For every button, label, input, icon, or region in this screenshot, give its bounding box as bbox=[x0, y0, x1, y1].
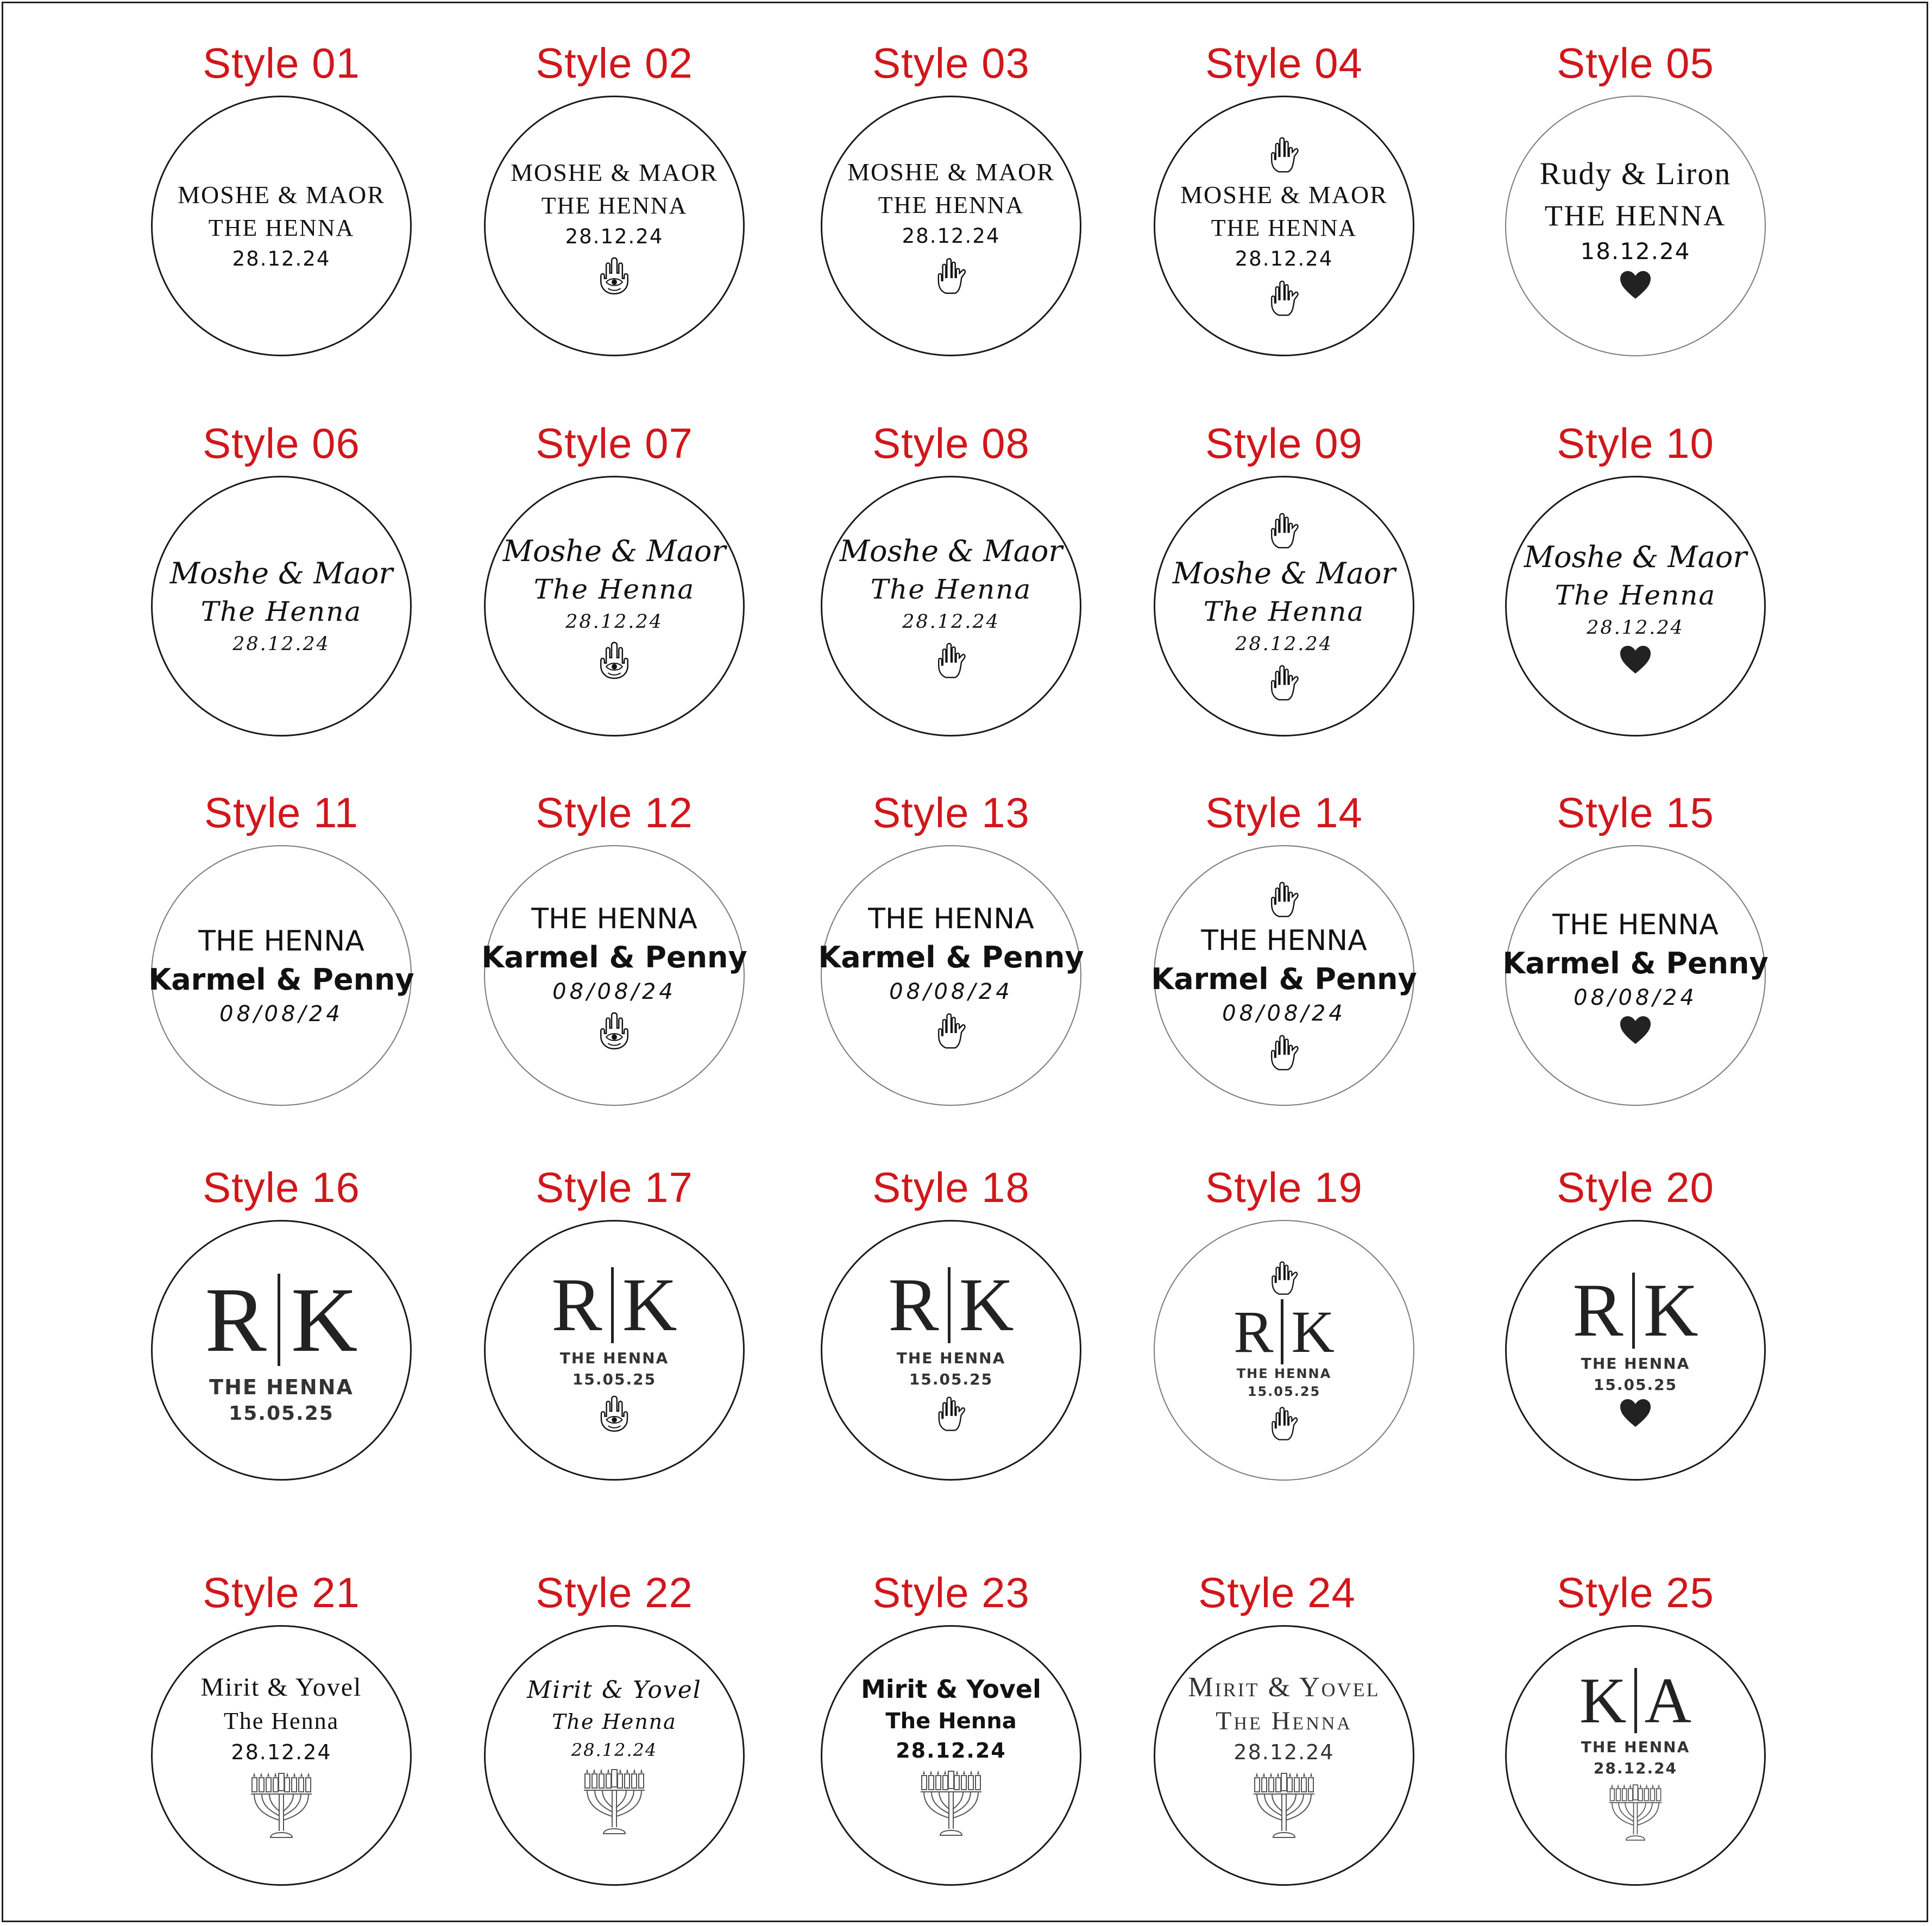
event-date: 15.05.25 bbox=[572, 1370, 657, 1388]
hamsa-icon bbox=[1268, 509, 1300, 551]
initial-right: K bbox=[291, 1269, 358, 1371]
initial-right: K bbox=[622, 1263, 677, 1347]
sticker-circle bbox=[484, 1220, 745, 1481]
style-label: Style 11 bbox=[204, 789, 359, 836]
style-13-card[interactable] bbox=[799, 785, 1103, 1122]
style-14-card[interactable] bbox=[1132, 785, 1436, 1122]
style-24-card[interactable] bbox=[1125, 1565, 1429, 1902]
style-label: Style 10 bbox=[1557, 419, 1714, 467]
style-label: Style 09 bbox=[1205, 419, 1363, 467]
style-label: Style 05 bbox=[1557, 39, 1714, 87]
style-label: Style 14 bbox=[1205, 789, 1363, 836]
couple-names: Rudy & Liron bbox=[1539, 156, 1732, 191]
initial-left: R bbox=[1234, 1299, 1274, 1365]
monogram bbox=[1234, 1299, 1335, 1364]
style-01-card[interactable] bbox=[129, 36, 433, 373]
sticker-circle bbox=[1505, 96, 1766, 356]
sticker-circle bbox=[481, 845, 747, 1106]
style-label: Style 02 bbox=[536, 39, 693, 87]
style-label: Style 01 bbox=[203, 39, 360, 87]
event-date: 08/08/24 bbox=[552, 979, 676, 1004]
style-08-card[interactable] bbox=[799, 416, 1103, 753]
event-date: 28.12.24 bbox=[1593, 1759, 1678, 1777]
sticker-circle bbox=[1154, 1220, 1414, 1481]
initial-left: K bbox=[1579, 1664, 1627, 1736]
event-date: 28.12.24 bbox=[1587, 617, 1684, 639]
sticker-circle bbox=[151, 476, 412, 737]
hamsa-icon bbox=[1269, 1403, 1299, 1443]
event-title: The Henna bbox=[552, 1710, 677, 1734]
monogram bbox=[205, 1269, 358, 1371]
monogram-divider bbox=[1634, 1668, 1637, 1733]
event-date: 15.05.25 bbox=[1247, 1384, 1321, 1399]
menorah-icon bbox=[918, 1768, 984, 1839]
event-title: THE HENNA bbox=[209, 1375, 354, 1399]
sticker-circle bbox=[484, 96, 745, 356]
sticker-circle bbox=[821, 476, 1081, 737]
style-label: Style 04 bbox=[1205, 39, 1363, 87]
style-21-card[interactable] bbox=[129, 1565, 433, 1902]
event-date: 18.12.24 bbox=[1580, 238, 1691, 265]
sticker-circle bbox=[1505, 476, 1766, 737]
event-date: 08/08/24 bbox=[1222, 1001, 1346, 1026]
initial-left: R bbox=[888, 1263, 939, 1347]
hamsa-eye-icon bbox=[596, 1010, 632, 1051]
event-date: 28.12.24 bbox=[896, 1739, 1006, 1763]
event-title: THE HENNA bbox=[878, 192, 1024, 218]
event-title: The Henna bbox=[1203, 596, 1365, 627]
monogram-divider bbox=[1281, 1299, 1283, 1364]
couple-names: Moshe & Maor bbox=[169, 556, 393, 590]
style-22-card[interactable] bbox=[462, 1565, 766, 1902]
heart-icon bbox=[1619, 270, 1652, 300]
event-date: 28.12.24 bbox=[232, 633, 330, 655]
event-title: THE HENNA bbox=[1211, 215, 1357, 241]
event-title: THE HENNA bbox=[531, 903, 697, 935]
event-title: THE HENNA bbox=[1581, 1355, 1690, 1373]
event-date: 28.12.24 bbox=[565, 611, 663, 633]
sticker-circle bbox=[484, 1625, 745, 1886]
monogram-divider bbox=[278, 1274, 280, 1366]
style-12-card[interactable] bbox=[462, 785, 766, 1122]
event-title: The Henna bbox=[1555, 580, 1716, 611]
sticker-circle bbox=[1154, 1625, 1414, 1886]
event-date: 08/08/24 bbox=[1574, 985, 1697, 1010]
monogram bbox=[551, 1263, 677, 1347]
couple-names: Moshe & Maor bbox=[1524, 540, 1747, 574]
sticker-circle bbox=[1505, 1220, 1766, 1481]
monogram-divider bbox=[611, 1267, 614, 1343]
style-label: Style 08 bbox=[872, 419, 1030, 467]
style-label: Style 06 bbox=[203, 419, 360, 467]
couple-names: Moshe & Maor bbox=[839, 534, 1063, 568]
style-label: Style 12 bbox=[536, 789, 693, 836]
sticker-circle bbox=[1502, 845, 1769, 1106]
couple-names: Karmel & Penny bbox=[818, 940, 1084, 974]
event-date: 28.12.24 bbox=[231, 1740, 332, 1764]
event-title: THE HENNA bbox=[541, 192, 688, 219]
style-label: Style 23 bbox=[872, 1569, 1030, 1616]
hamsa-eye-icon bbox=[597, 1393, 632, 1433]
initial-right: K bbox=[1291, 1299, 1335, 1365]
style-label: Style 21 bbox=[203, 1569, 360, 1616]
couple-names: Mirit & Yovel bbox=[200, 1673, 362, 1702]
menorah-icon bbox=[1251, 1770, 1317, 1841]
event-title: THE HENNA bbox=[868, 903, 1034, 935]
couple-names: Moshe & Maor bbox=[502, 534, 726, 568]
event-title: THE HENNA bbox=[1581, 1738, 1690, 1756]
event-date: 28.12.24 bbox=[902, 611, 1000, 633]
style-17-card[interactable] bbox=[462, 1160, 766, 1497]
monogram bbox=[1572, 1268, 1698, 1352]
sticker-circle bbox=[148, 845, 414, 1106]
style-06-card[interactable] bbox=[129, 416, 433, 753]
style-02-card[interactable] bbox=[462, 36, 766, 373]
style-label: Style 15 bbox=[1557, 789, 1714, 836]
style-label: Style 13 bbox=[872, 789, 1030, 836]
sticker-circle bbox=[821, 96, 1081, 356]
style-19-card[interactable] bbox=[1132, 1160, 1436, 1497]
hamsa-icon bbox=[935, 1010, 967, 1051]
style-15-card[interactable] bbox=[1483, 785, 1788, 1122]
heart-icon bbox=[1619, 1016, 1652, 1045]
event-title: THE HENNA bbox=[896, 1349, 1006, 1367]
couple-names: Karmel & Penny bbox=[148, 962, 414, 997]
event-date: 08/08/24 bbox=[889, 979, 1013, 1004]
event-title: THE HENNA bbox=[559, 1349, 669, 1367]
style-07-card[interactable] bbox=[462, 416, 766, 753]
style-23-card[interactable] bbox=[799, 1565, 1103, 1902]
event-date: 28.12.24 bbox=[1234, 1740, 1335, 1764]
event-date: 15.05.25 bbox=[229, 1402, 334, 1425]
event-date: 28.12.24 bbox=[1235, 633, 1333, 655]
event-title: THE HENNA bbox=[1236, 1366, 1332, 1381]
sticker-circle bbox=[1154, 96, 1414, 356]
event-title: The Henna bbox=[1216, 1707, 1352, 1735]
style-label: Style 20 bbox=[1557, 1163, 1714, 1211]
event-title: The Henna bbox=[533, 574, 695, 605]
event-title: The Henna bbox=[885, 1709, 1017, 1734]
style-03-card[interactable] bbox=[799, 36, 1103, 373]
event-title: THE HENNA bbox=[198, 925, 364, 958]
style-09-card[interactable] bbox=[1132, 416, 1436, 753]
sticker-circle bbox=[151, 1220, 412, 1481]
style-label: Style 17 bbox=[536, 1163, 693, 1211]
style-label: Style 25 bbox=[1557, 1569, 1714, 1616]
hamsa-icon bbox=[1268, 662, 1300, 703]
style-label: Style 18 bbox=[872, 1163, 1030, 1211]
couple-names: MOSHE & MAOR bbox=[178, 181, 385, 209]
hamsa-icon bbox=[1268, 134, 1300, 175]
hamsa-icon bbox=[1269, 1258, 1299, 1297]
event-date: 28.12.24 bbox=[565, 225, 664, 248]
hamsa-icon bbox=[1268, 277, 1300, 318]
hamsa-icon bbox=[1268, 878, 1300, 920]
event-title: The Henna bbox=[223, 1708, 339, 1734]
event-title: The Henna bbox=[200, 596, 362, 627]
couple-names: Moshe & Maor bbox=[1172, 556, 1396, 590]
style-label: Style 19 bbox=[1205, 1163, 1363, 1211]
style-label: Style 07 bbox=[536, 419, 693, 467]
style-20-card[interactable] bbox=[1483, 1160, 1788, 1497]
sticker-circle bbox=[818, 845, 1084, 1106]
sticker-circle bbox=[1154, 476, 1414, 737]
event-title: THE HENNA bbox=[1201, 924, 1367, 957]
couple-names: MOSHE & MAOR bbox=[847, 158, 1055, 186]
style-11-card[interactable] bbox=[129, 785, 433, 1122]
monogram bbox=[888, 1263, 1014, 1347]
couple-names: Mirit & Yovel bbox=[527, 1676, 702, 1704]
event-title: The Henna bbox=[870, 574, 1032, 605]
initial-left: R bbox=[205, 1269, 267, 1371]
initial-left: R bbox=[1572, 1268, 1623, 1352]
event-title: THE HENNA bbox=[1544, 199, 1727, 232]
event-date: 08/08/24 bbox=[219, 1002, 343, 1027]
event-title: THE HENNA bbox=[208, 215, 355, 241]
hamsa-icon bbox=[935, 639, 967, 681]
event-title: THE HENNA bbox=[1552, 909, 1719, 941]
sticker-circle bbox=[151, 1625, 412, 1886]
event-date: 28.12.24 bbox=[902, 224, 1000, 248]
sticker-circle bbox=[821, 1625, 1081, 1886]
style-04-card[interactable] bbox=[1132, 36, 1436, 373]
style-label: Style 16 bbox=[203, 1163, 360, 1211]
sheet-frame bbox=[2, 2, 1928, 1922]
sticker-circle bbox=[821, 1220, 1081, 1481]
hamsa-icon bbox=[935, 254, 967, 297]
couple-names: Karmel & Penny bbox=[481, 940, 747, 974]
initial-right: K bbox=[959, 1263, 1014, 1347]
couple-names: Mirit & Yovel bbox=[861, 1675, 1041, 1704]
event-date: 28.12.24 bbox=[232, 247, 331, 270]
hamsa-icon bbox=[1268, 1031, 1300, 1073]
sticker-circle bbox=[151, 96, 412, 356]
event-date: 15.05.25 bbox=[1593, 1376, 1678, 1394]
event-date: 15.05.25 bbox=[909, 1370, 993, 1388]
sticker-circle bbox=[1505, 1625, 1766, 1886]
monogram-divider bbox=[1632, 1273, 1635, 1349]
style-label: Style 24 bbox=[1198, 1569, 1356, 1616]
style-05-card[interactable] bbox=[1483, 36, 1788, 373]
couple-names: Mirit & Yovel bbox=[1188, 1672, 1380, 1703]
hamsa-eye-icon bbox=[596, 639, 632, 681]
event-date: 28.12.24 bbox=[571, 1740, 658, 1760]
couple-names: Karmel & Penny bbox=[1151, 962, 1417, 996]
monogram-divider bbox=[948, 1267, 951, 1343]
style-label: Style 22 bbox=[536, 1569, 693, 1616]
sticker-circle bbox=[484, 476, 745, 737]
heart-icon bbox=[1619, 1399, 1652, 1428]
initial-right: K bbox=[1643, 1268, 1698, 1352]
event-date: 28.12.24 bbox=[1235, 247, 1333, 270]
style-16-card[interactable] bbox=[129, 1160, 433, 1497]
menorah-icon bbox=[249, 1770, 314, 1841]
style-10-card[interactable] bbox=[1483, 416, 1788, 753]
sticker-circle bbox=[1151, 845, 1417, 1106]
hamsa-icon bbox=[935, 1393, 967, 1433]
initial-left: R bbox=[551, 1263, 602, 1347]
style-18-card[interactable] bbox=[799, 1160, 1103, 1497]
style-label: Style 03 bbox=[872, 39, 1030, 87]
menorah-icon bbox=[582, 1766, 647, 1837]
monogram bbox=[1579, 1664, 1692, 1736]
hamsa-eye-icon bbox=[596, 255, 632, 296]
initial-right: A bbox=[1644, 1664, 1692, 1736]
couple-names: MOSHE & MAOR bbox=[511, 159, 718, 186]
couple-names: MOSHE & MAOR bbox=[1180, 181, 1388, 209]
couple-names: Karmel & Penny bbox=[1502, 946, 1769, 980]
heart-icon bbox=[1619, 645, 1652, 675]
menorah-icon bbox=[1607, 1782, 1664, 1843]
style-25-card[interactable] bbox=[1483, 1565, 1788, 1902]
